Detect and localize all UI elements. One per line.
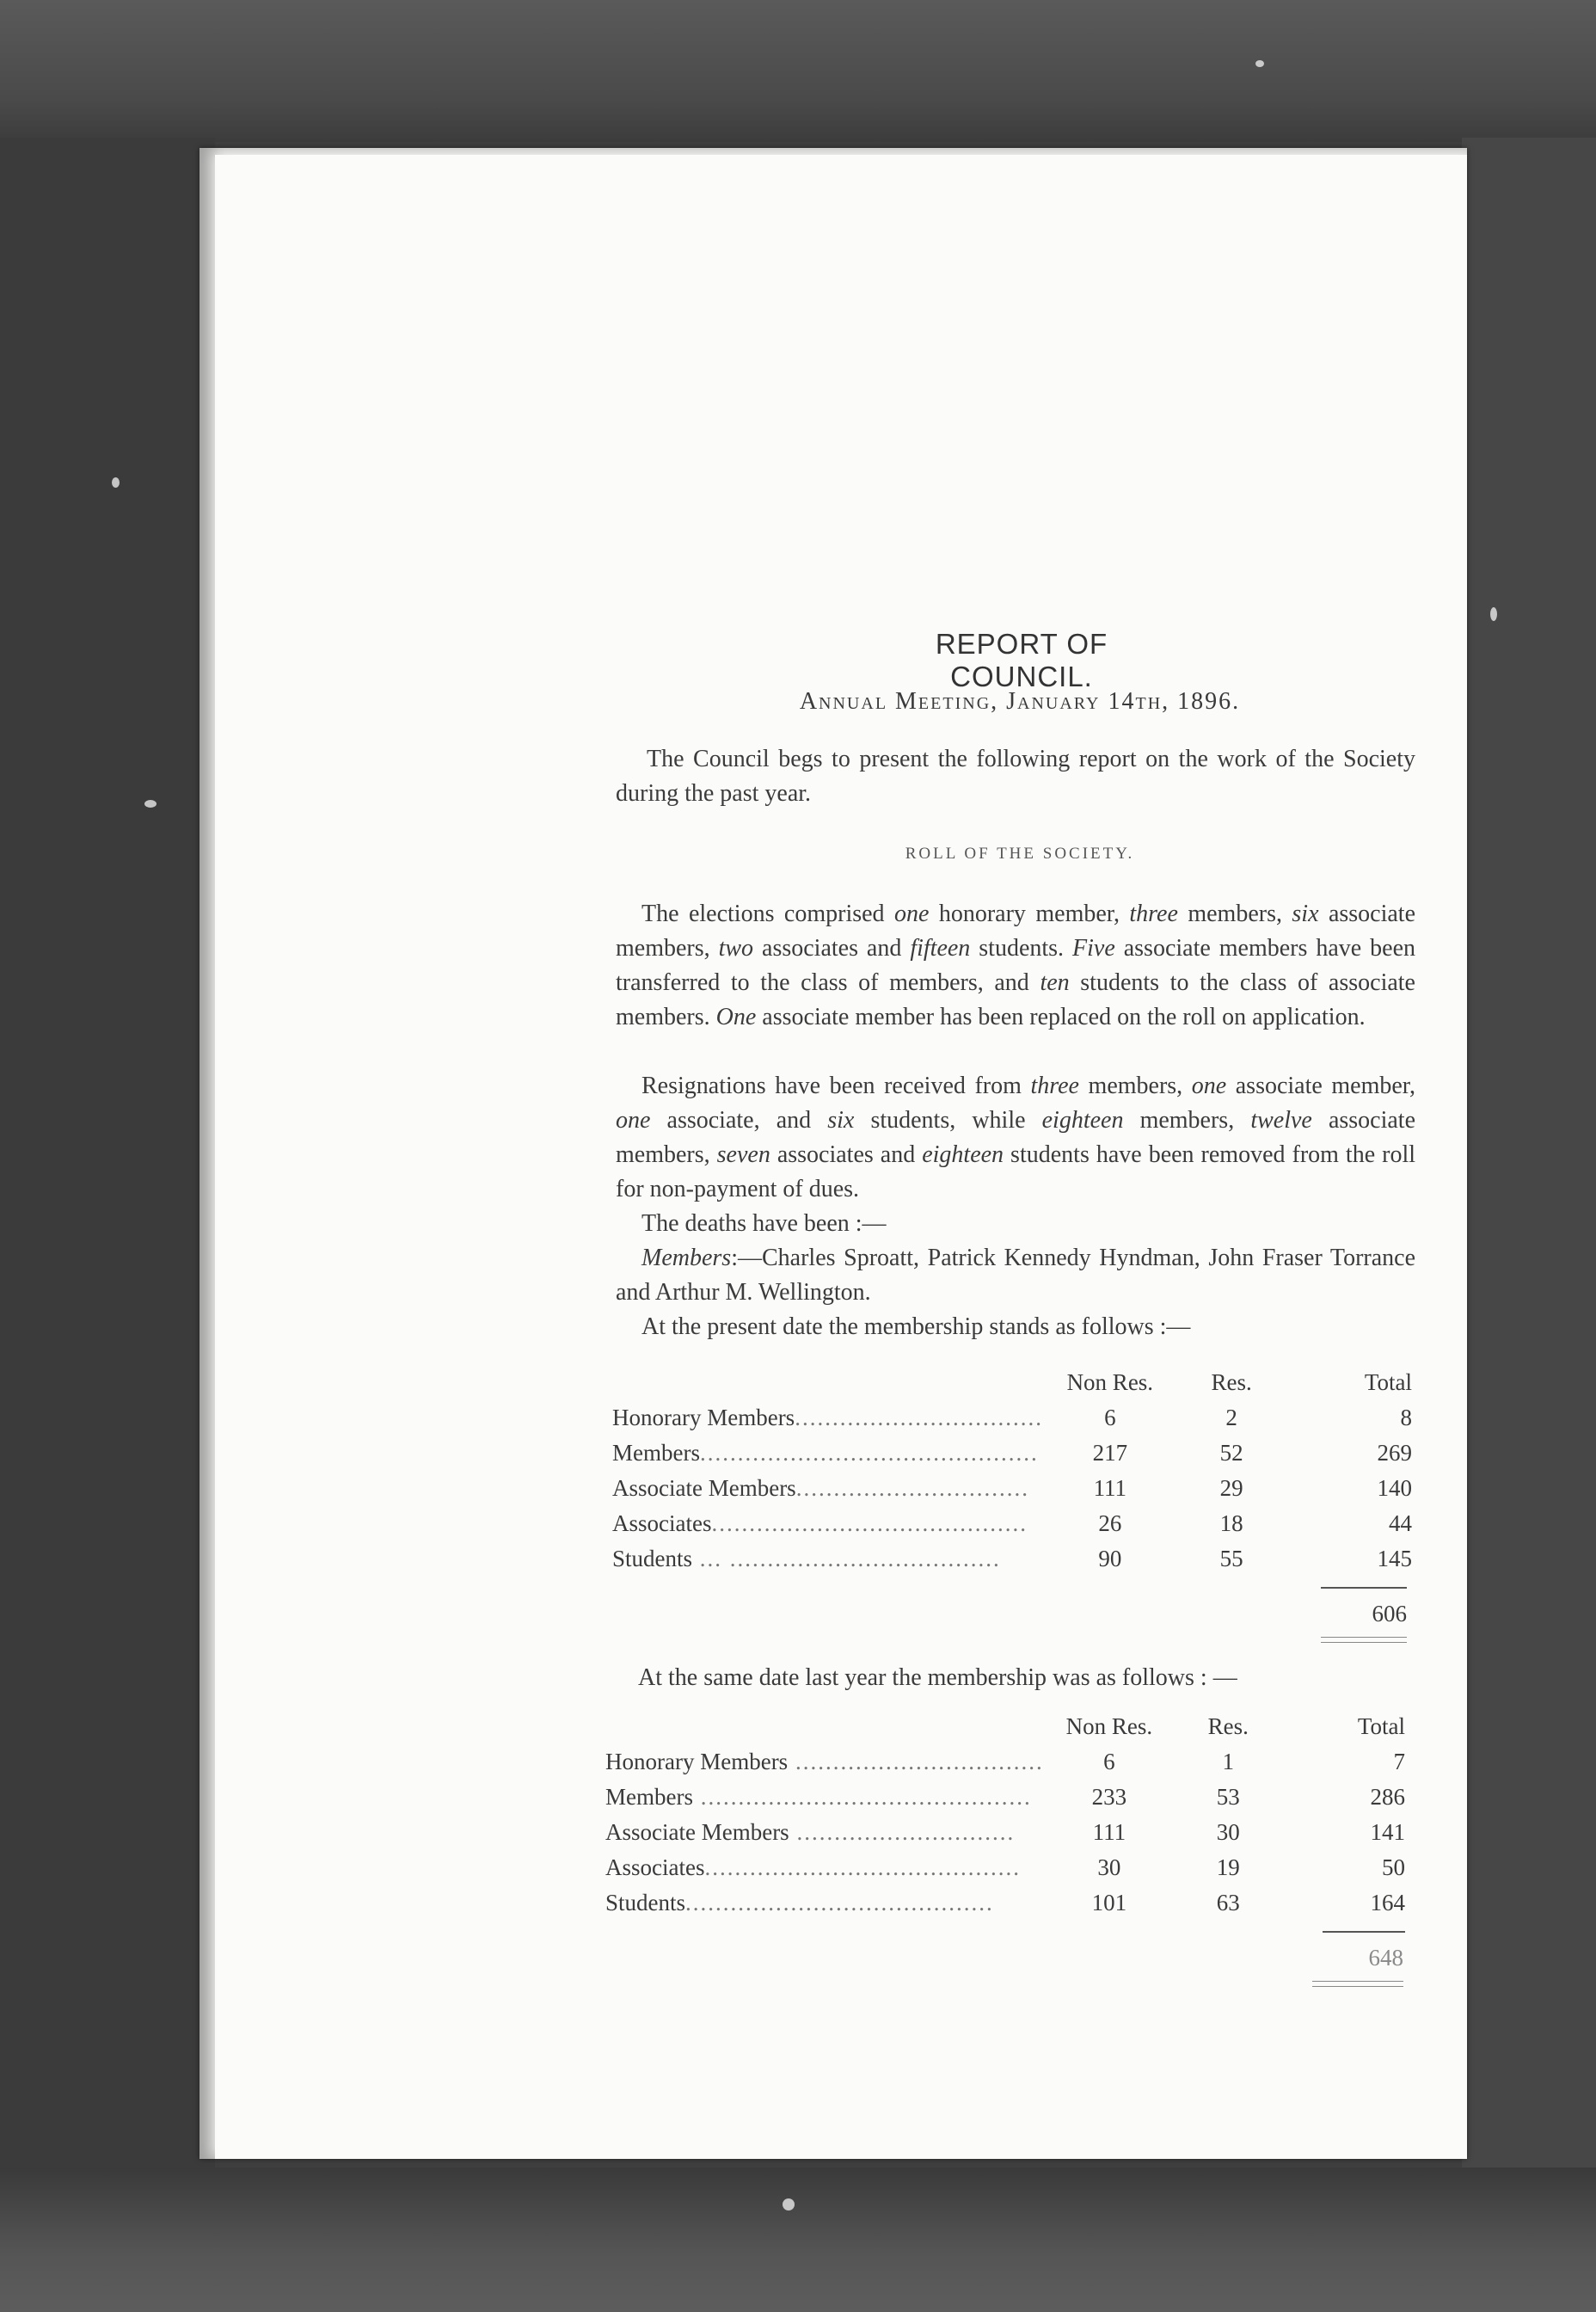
row-label-cell — [612, 1400, 1043, 1436]
table-row — [612, 1541, 1412, 1577]
leader-dots: ............................. — [789, 1819, 1016, 1845]
total-cell: 50 — [1382, 1854, 1405, 1880]
row-label: Members — [612, 1440, 700, 1466]
row-label: Members — [605, 1784, 693, 1810]
res-cell: 19 — [1216, 1854, 1240, 1880]
leader-dots: ................................. — [795, 1405, 1043, 1430]
non-res-cell: 26 — [1098, 1510, 1122, 1536]
leader-dots: ............................................. — [699, 1440, 1039, 1466]
resignations-italic: three — [1030, 1073, 1079, 1099]
total-cell: 44 — [1389, 1510, 1412, 1536]
non-res-cell: 6 — [1104, 1405, 1116, 1430]
total-cell: 269 — [1377, 1440, 1412, 1466]
total-cell: 8 — [1400, 1405, 1412, 1430]
res-cell: 1 — [1222, 1749, 1234, 1774]
elections-italic: two — [718, 935, 754, 962]
table-row — [612, 1400, 1412, 1436]
row-label-cell — [605, 1885, 1044, 1921]
non-res-cell: 30 — [1097, 1854, 1121, 1880]
row-label-cell — [612, 1436, 1043, 1471]
res-cell: 53 — [1216, 1784, 1240, 1810]
total-cell: 145 — [1377, 1546, 1412, 1571]
resignations-text: associate members, — [616, 1107, 1416, 1168]
elections-text: associate member has been replaced on the roll on application. — [756, 1004, 1366, 1030]
leader-dots: ............................... — [795, 1475, 1029, 1501]
table-row — [605, 1780, 1405, 1815]
non-res-cell: 90 — [1098, 1546, 1122, 1571]
res-cell: 18 — [1219, 1510, 1243, 1536]
resignations-paragraph — [616, 1069, 1415, 1207]
total-cell: 7 — [1393, 1749, 1405, 1774]
elections-text: The elections comprised — [641, 901, 894, 927]
elections-italic: One — [715, 1004, 757, 1030]
elections-italic: three — [1129, 901, 1178, 927]
deaths-paragraph — [616, 1241, 1415, 1310]
elections-italic: one — [893, 901, 930, 927]
intro-paragraph — [616, 742, 1415, 811]
total-double-rule — [1321, 1637, 1407, 1638]
scan-background-top — [0, 0, 1596, 142]
scan-speck — [1255, 60, 1264, 67]
header-blank — [605, 1709, 1044, 1744]
non-res-cell: 6 — [1103, 1749, 1115, 1774]
leader-dots: ................................. — [788, 1749, 1044, 1774]
elections-text: honorary member, — [929, 901, 1130, 927]
scan-background-left — [0, 138, 215, 2176]
non-res-cell: 233 — [1091, 1784, 1127, 1810]
intro-text: The Council begs to present the following report on the work of the Society during the past year. — [616, 746, 1415, 807]
table-row — [612, 1471, 1412, 1506]
elections-text: associate members, — [616, 901, 1416, 962]
row-label: Honorary Members — [612, 1405, 795, 1430]
row-label: Honorary Members — [605, 1749, 789, 1774]
row-label: Associate Members — [605, 1819, 789, 1845]
report-title: REPORT OF COUNCIL. — [935, 628, 1108, 692]
row-label-cell — [605, 1850, 1044, 1885]
res-cell: 2 — [1225, 1405, 1237, 1430]
column-header-total: Total — [1357, 1713, 1405, 1739]
present-membership-table — [612, 1365, 1412, 1577]
deaths-intro: The deaths have been :— — [641, 1210, 887, 1237]
elections-text: associates and — [753, 935, 911, 962]
table-header-row — [612, 1365, 1412, 1400]
elections-italic: ten — [1040, 969, 1070, 996]
resignations-text: members, — [1078, 1073, 1192, 1099]
row-label: Students — [612, 1546, 693, 1571]
column-header-non-res: Non Res. — [1065, 1713, 1153, 1739]
total-rule — [1323, 1931, 1405, 1933]
scan-speck — [112, 477, 120, 488]
resignations-text: associate member, — [1226, 1073, 1416, 1099]
present-intro: At the present date the membership stands as follows :— — [641, 1313, 1191, 1340]
last-year-grand-total: 648 — [1368, 1945, 1403, 1971]
resignations-italic: twelve — [1250, 1107, 1312, 1134]
table-row — [605, 1885, 1405, 1921]
resignations-text: students have been removed from the roll for non-payment of dues. — [616, 1141, 1416, 1202]
deaths-label: Members — [641, 1245, 732, 1271]
scan-speck — [783, 2198, 795, 2211]
column-header-res: Res. — [1207, 1713, 1249, 1739]
row-label-cell — [612, 1541, 1043, 1577]
resignations-italic: eighteen — [1041, 1107, 1124, 1134]
res-cell: 52 — [1219, 1440, 1243, 1466]
section-heading: ROLL OF THE SOCIETY. — [905, 845, 1135, 863]
column-header-total: Total — [1364, 1369, 1412, 1395]
total-double-rule — [1321, 1642, 1407, 1643]
elections-text: students. — [970, 935, 1073, 962]
row-label-cell — [605, 1815, 1044, 1850]
leader-dots: ......................................... — [685, 1890, 994, 1915]
table-header-row — [605, 1709, 1405, 1744]
res-cell: 63 — [1216, 1890, 1240, 1915]
row-label-cell — [612, 1506, 1043, 1541]
scan-background-bottom — [0, 2168, 1596, 2312]
document-page-surface — [215, 155, 1467, 2159]
elections-italic: fifteen — [910, 935, 971, 962]
row-label: Associates — [612, 1510, 712, 1536]
table-row — [612, 1506, 1412, 1541]
resignations-italic: eighteen — [922, 1141, 1004, 1168]
meeting-subtitle: Annual Meeting, January 14th, 1896. — [799, 688, 1241, 715]
total-cell: 140 — [1377, 1475, 1412, 1501]
resignations-italic: seven — [716, 1141, 770, 1168]
deaths-list: :—Charles Sproatt, Patrick Kennedy Hyndman, John Fraser Torrance and Arthur M. Wellington. — [616, 1245, 1415, 1306]
row-label: Associate Members — [612, 1475, 796, 1501]
scan-speck — [1490, 607, 1497, 621]
total-cell: 164 — [1370, 1890, 1405, 1915]
table-row — [612, 1436, 1412, 1471]
leader-dots: ... .................................... — [692, 1546, 1001, 1571]
non-res-cell: 101 — [1091, 1890, 1127, 1915]
last-year-membership-table — [605, 1709, 1405, 1921]
row-label-cell — [612, 1471, 1043, 1506]
resignations-text: members, — [1123, 1107, 1251, 1134]
resignations-text: associate, and — [650, 1107, 828, 1134]
resignations-text: Resignations have been received from — [641, 1073, 1031, 1099]
elections-text: members, — [1177, 901, 1292, 927]
table-row — [605, 1744, 1405, 1780]
present-grand-total: 606 — [1372, 1601, 1407, 1626]
row-label-cell — [605, 1780, 1044, 1815]
last-year-intro: At the same date last year the membership was as follows : — — [638, 1664, 1237, 1691]
row-label: Students — [605, 1890, 686, 1915]
res-cell: 29 — [1219, 1475, 1243, 1501]
column-header-res: Res. — [1211, 1369, 1252, 1395]
leader-dots: ............................................ — [692, 1784, 1032, 1810]
total-cell: 141 — [1370, 1819, 1405, 1845]
elections-italic: six — [1292, 901, 1319, 927]
leader-dots: .......................................... — [704, 1854, 1021, 1880]
resignations-italic: one — [1191, 1073, 1227, 1099]
column-header-non-res: Non Res. — [1066, 1369, 1154, 1395]
resignations-text: associates and — [770, 1141, 923, 1168]
resignations-text: students, while — [854, 1107, 1042, 1134]
elections-italic: Five — [1072, 935, 1115, 962]
res-cell: 30 — [1216, 1819, 1240, 1845]
total-cell: 286 — [1370, 1784, 1405, 1810]
row-label: Associates — [605, 1854, 705, 1880]
leader-dots: .......................................... — [711, 1510, 1028, 1536]
scan-background-right — [1462, 138, 1596, 2176]
table-row — [605, 1815, 1405, 1850]
row-label-cell — [605, 1744, 1044, 1780]
non-res-cell: 111 — [1093, 1475, 1127, 1501]
table-row — [605, 1850, 1405, 1885]
elections-text: students to the class of associate members. — [616, 969, 1415, 1030]
res-cell: 55 — [1219, 1546, 1243, 1571]
total-rule — [1321, 1587, 1407, 1589]
non-res-cell: 111 — [1092, 1819, 1126, 1845]
header-blank — [612, 1365, 1043, 1400]
total-double-rule — [1312, 1986, 1403, 1987]
scan-speck — [144, 800, 157, 808]
total-double-rule — [1312, 1981, 1403, 1982]
elections-paragraph — [616, 897, 1415, 1035]
elections-text: associate members have been transferred to the class of members, and — [616, 935, 1415, 996]
document-page — [200, 148, 1467, 2159]
resignations-italic: six — [827, 1107, 855, 1134]
non-res-cell: 217 — [1092, 1440, 1128, 1466]
resignations-italic: one — [616, 1107, 651, 1134]
